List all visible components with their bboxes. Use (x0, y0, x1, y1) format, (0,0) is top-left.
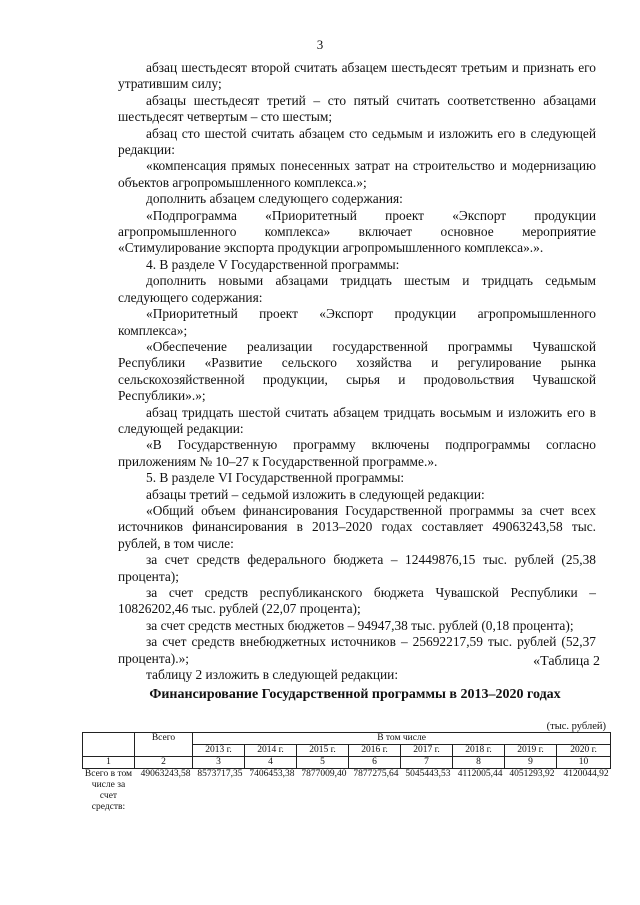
col-number: 7 (401, 757, 453, 769)
year-header: 2013 г. (193, 745, 245, 757)
value-cell: 4112005,44 (457, 769, 503, 779)
table-title: Финансирование Государственной программы в 2013–2020 годах (149, 687, 561, 702)
paragraph: абзац шестьдесят второй считать абзацем шестьдесят третьим и признать его утратившим силу; (118, 60, 596, 92)
year-header: 2019 г. (505, 745, 557, 757)
year-header: 2020 г. (557, 745, 611, 757)
paragraph: абзац тридцать шестой считать абзацем тридцать восьмым и изложить его в следующей редакции: (118, 404, 596, 436)
header-total: Всего (135, 733, 193, 757)
paragraph: «В Государственную программу включены подпрограммы согласно приложениям № 10–27 к Государственной программе.». (118, 437, 596, 469)
year-header: 2015 г. (297, 745, 349, 757)
paragraph: дополнить новыми абзацами тридцать шестым и тридцать седьмым следующего содержания: (118, 273, 596, 305)
paragraph: абзацы шестьдесят третий – сто пятый считать соответственно абзацами шестьдесят четвертым – сто шестым; (118, 92, 596, 125)
body-text (118, 60, 596, 683)
value-cell: 49063243,58 (140, 769, 191, 779)
col-number: 1 (83, 757, 135, 769)
header-incl: В том числе (193, 733, 611, 745)
col-number: 2 (135, 757, 193, 769)
year-header: 2017 г. (401, 745, 453, 757)
paragraph: «Обеспечение реализации государственной программы Чувашской Республики «Развитие сельского хозяйства и регулирование рынка сельскохозяйственной продукции, сырья и продовольствия Чувашской Республики».»; (118, 338, 596, 404)
header-empty-cell (83, 733, 135, 757)
table-colnum-row (83, 757, 611, 769)
col-number: 4 (245, 757, 297, 769)
col-number: 10 (557, 757, 611, 769)
value-cell: 7877009,40 (301, 769, 347, 779)
financing-table (82, 732, 611, 813)
col-number: 9 (505, 757, 557, 769)
col-number: 3 (193, 757, 245, 769)
units-label: (тыс. рублей) (546, 721, 606, 732)
table-label: «Таблица 2 (533, 654, 600, 669)
value-cell: 5045443,53 (405, 769, 451, 779)
value-cell: 7877275,64 (353, 769, 399, 779)
paragraph: абзацы третий – седьмой изложить в следующей редакции: (146, 486, 485, 502)
year-header: 2016 г. (349, 745, 401, 757)
year-header: 2014 г. (245, 745, 297, 757)
table-header-row (83, 733, 611, 745)
value-cell: 8573717,35 (197, 769, 243, 779)
paragraph: дополнить абзацем следующего содержания: (146, 191, 403, 207)
paragraph: за счет средств внебюджетных источников – 25692217,59 тыс. рублей (52,37 процента).»; (118, 634, 596, 666)
paragraph: 4. В разделе V Государственной программы: (146, 256, 400, 272)
row-label: Всего в том числе за счет средств: (84, 769, 133, 812)
col-number: 6 (349, 757, 401, 769)
table-row (83, 769, 611, 814)
paragraph: «компенсация прямых понесенных затрат на строительство и модернизацию объектов агропромышленного комплекса.»; (118, 158, 596, 190)
value-cell: 7406453,38 (249, 769, 295, 779)
col-number: 5 (297, 757, 349, 769)
value-cell: 4051293,92 (509, 769, 555, 779)
paragraph: «Общий объем финансирования Государственной программы за счет всех источников финансирования в 2013–2020 годах составляет 49063243,58 тыс. рублей, в том числе: (118, 502, 596, 551)
paragraph: «Приоритетный проект «Экспорт продукции агропромышленного комплекса»; (118, 306, 596, 338)
paragraph: таблицу 2 изложить в следующей редакции: (146, 667, 399, 683)
paragraph: абзац сто шестой считать абзацем сто седьмым и изложить его в следующей редакции: (118, 125, 596, 158)
paragraph: за счет средств местных бюджетов – 94947,38 тыс. рублей (0,18 процента); (146, 617, 574, 633)
paragraph: «Подпрограмма «Приоритетный проект «Экспорт продукции агропромышленного комплекса» включает основное мероприятие «Стимулирование экспорта продукции агропромышленного комплекса».». (118, 207, 596, 256)
year-header: 2018 г. (453, 745, 505, 757)
col-number: 8 (453, 757, 505, 769)
value-cell: 4120044,92 (563, 769, 609, 779)
paragraph: 5. В разделе VI Государственной программы: (146, 470, 405, 486)
paragraph: за счет средств республиканского бюджета Чувашской Республики – 10826202,46 тыс. рублей (22,07 процента); (118, 585, 596, 617)
page-number: 3 (316, 37, 324, 52)
paragraph: за счет средств федерального бюджета – 12449876,15 тыс. рублей (25,38 процента); (118, 552, 596, 584)
